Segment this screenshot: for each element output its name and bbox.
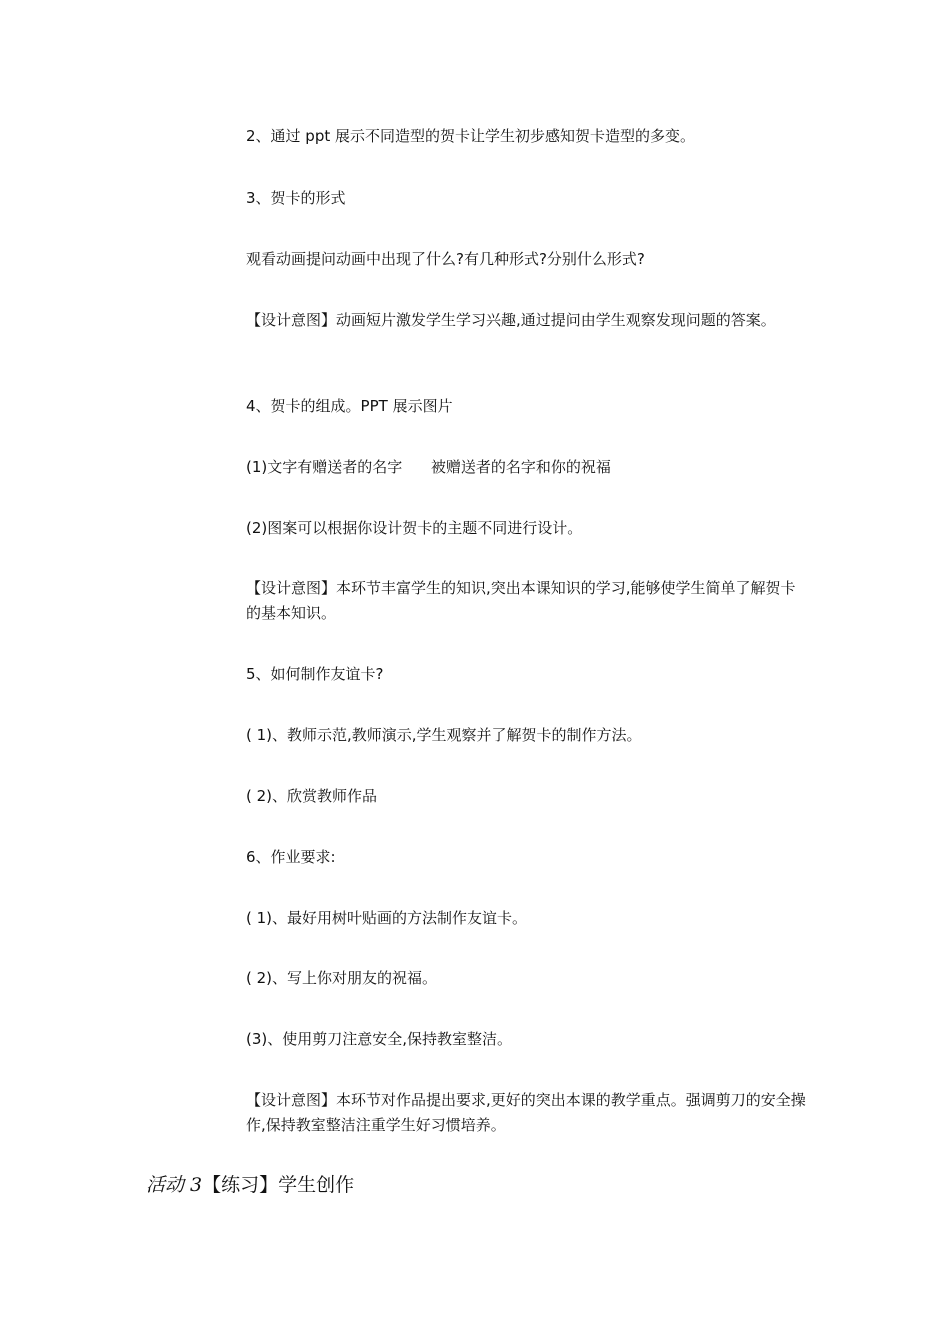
- paragraph-step-4: 4、贺卡的组成。PPT 展示图片: [246, 397, 453, 415]
- paragraph-animation-question: 观看动画提问动画中出现了什么?有几种形式?分别什么形式?: [246, 250, 645, 268]
- paragraph-design-intent-3: 【设计意图】本环节对作品提出要求,更好的突出本课的教学重点。强调剪刀的安全操作,保持教室整洁注重学生好习惯培养。: [246, 1091, 806, 1134]
- paragraph-step-5: 5、如何制作友谊卡?: [246, 665, 384, 683]
- paragraph-step-6: 6、作业要求:: [246, 848, 336, 866]
- paragraph-composition-text: (1)文字有赠送者的名字 被赠送者的名字和你的祝福: [246, 458, 611, 476]
- paragraph-requirement-3: (3)、使用剪刀注意安全,保持教室整洁。: [246, 1030, 513, 1048]
- paragraph-step-2: 2、通过 ppt 展示不同造型的贺卡让学生初步感知贺卡造型的多变。: [246, 127, 696, 145]
- activity-heading-title: 【练习】学生创作: [202, 1174, 355, 1196]
- paragraph-composition-pattern: (2)图案可以根据你设计贺卡的主题不同进行设计。: [246, 519, 583, 537]
- paragraph-appreciate: ( 2)、欣赏教师作品: [246, 787, 378, 805]
- paragraph-requirement-1: ( 1)、最好用树叶贴画的方法制作友谊卡。: [246, 909, 528, 927]
- paragraph-design-intent-1: 【设计意图】动画短片激发学生学习兴趣,通过提问由学生观察发现问题的答案。: [246, 311, 776, 329]
- paragraph-requirement-2: ( 2)、写上你对朋友的祝福。: [246, 969, 438, 987]
- paragraph-step-3: 3、贺卡的形式: [246, 189, 346, 207]
- activity-heading: [146, 1170, 354, 1200]
- paragraph-demo: ( 1)、教师示范,教师演示,学生观察并了解贺卡的制作方法。: [246, 726, 642, 744]
- activity-heading-prefix: 活动 3: [146, 1174, 203, 1196]
- paragraph-design-intent-2: 【设计意图】本环节丰富学生的知识,突出本课知识的学习,能够使学生简单了解贺卡的基本知识。: [246, 579, 796, 622]
